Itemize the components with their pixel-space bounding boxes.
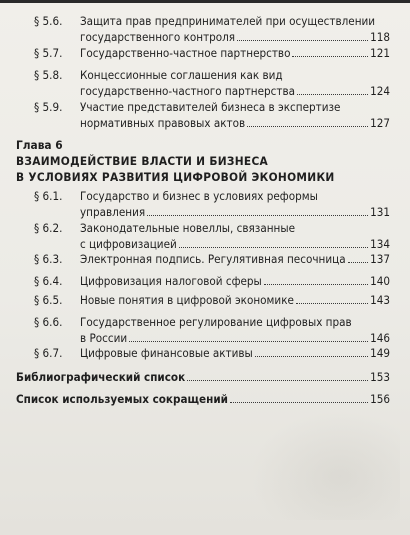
dot-leader	[187, 379, 368, 381]
page-number: 137	[370, 252, 390, 266]
dot-leader	[297, 93, 368, 95]
section-number: § 6.6.	[34, 315, 63, 329]
dot-leader	[237, 39, 368, 41]
page-number: 131	[370, 205, 390, 219]
page-number: 140	[370, 274, 390, 288]
section-title-line: Защита прав предпринимателей при осуществлении	[80, 14, 376, 28]
section-number: § 6.1.	[34, 189, 63, 203]
section-number: § 6.4.	[34, 274, 63, 288]
page-number: 121	[370, 46, 390, 60]
dot-leader	[296, 302, 368, 304]
section-title-line: Государство и бизнес в условиях реформы	[80, 189, 318, 203]
section-number: § 6.5.	[34, 293, 63, 307]
dot-leader	[147, 214, 368, 216]
section-title-line: управления	[80, 205, 146, 219]
page-number: 146	[370, 331, 390, 345]
toc-entry-bibliography[interactable]	[16, 369, 390, 385]
section-title-line: с цифровизацией	[80, 237, 177, 251]
page-number: 143	[370, 293, 390, 307]
section-title-line: Электронная подпись. Регулятивная песочница	[80, 252, 346, 266]
section-title-line: Участие представителей бизнеса в экспертизе	[80, 100, 341, 114]
section-number: § 6.2.	[34, 221, 63, 235]
page-number: 124	[370, 84, 390, 98]
section-title-line: нормативных правовых актов	[80, 116, 246, 130]
section-number: § 5.8.	[34, 68, 63, 82]
page-number: 127	[370, 116, 390, 130]
chapter-title	[16, 153, 396, 185]
dot-leader	[230, 401, 368, 403]
section-title-line: Новые понятия в цифровой экономике	[80, 293, 294, 307]
section-title-line: Государственное регулирование цифровых прав	[80, 315, 352, 329]
paper-shadow	[250, 410, 400, 520]
chapter-label: Глава 6	[16, 138, 63, 152]
section-title-line: в России	[80, 331, 128, 345]
section-title-line: Цифровизация налоговой сферы	[80, 274, 262, 288]
chapter-title-line: В УСЛОВИЯХ РАЗВИТИЯ ЦИФРОВОЙ ЭКОНОМИКИ	[16, 170, 335, 184]
toc-entry-abbreviations[interactable]	[16, 391, 390, 407]
dot-leader	[348, 261, 369, 263]
section-title-line: Государственно-частное партнерство	[80, 46, 291, 60]
dot-leader	[129, 340, 368, 342]
section-number: § 5.6.	[34, 14, 63, 28]
bibliography-label: Библиографический список	[16, 370, 186, 384]
abbreviations-label: Список используемых сокращений	[16, 392, 228, 406]
page-number: 149	[370, 346, 390, 360]
top-edge-band	[0, 0, 410, 3]
section-number: § 6.3.	[34, 252, 63, 266]
section-title-line: государственного контроля	[80, 30, 236, 44]
dot-leader	[264, 283, 368, 285]
page-number: 156	[370, 392, 390, 406]
dot-leader	[247, 125, 368, 127]
section-number: § 5.7.	[34, 46, 63, 60]
page-number: 153	[370, 370, 390, 384]
section-number: § 6.7.	[34, 346, 63, 360]
section-title-line: Законодательные новеллы, связанные	[80, 221, 296, 235]
dot-leader	[255, 355, 368, 357]
section-title-line: Цифровые финансовые активы	[80, 346, 253, 360]
dot-leader	[179, 246, 368, 248]
chapter-title-line: ВЗАИМОДЕЙСТВИЕ ВЛАСТИ И БИЗНЕСА	[16, 154, 269, 168]
page-number: 118	[370, 30, 390, 44]
section-number: § 5.9.	[34, 100, 63, 114]
section-title-line: государственно-частного партнерства	[80, 84, 296, 98]
section-title-line: Концессионные соглашения как вид	[80, 68, 283, 82]
page-number: 134	[370, 237, 390, 251]
dot-leader	[292, 55, 368, 57]
